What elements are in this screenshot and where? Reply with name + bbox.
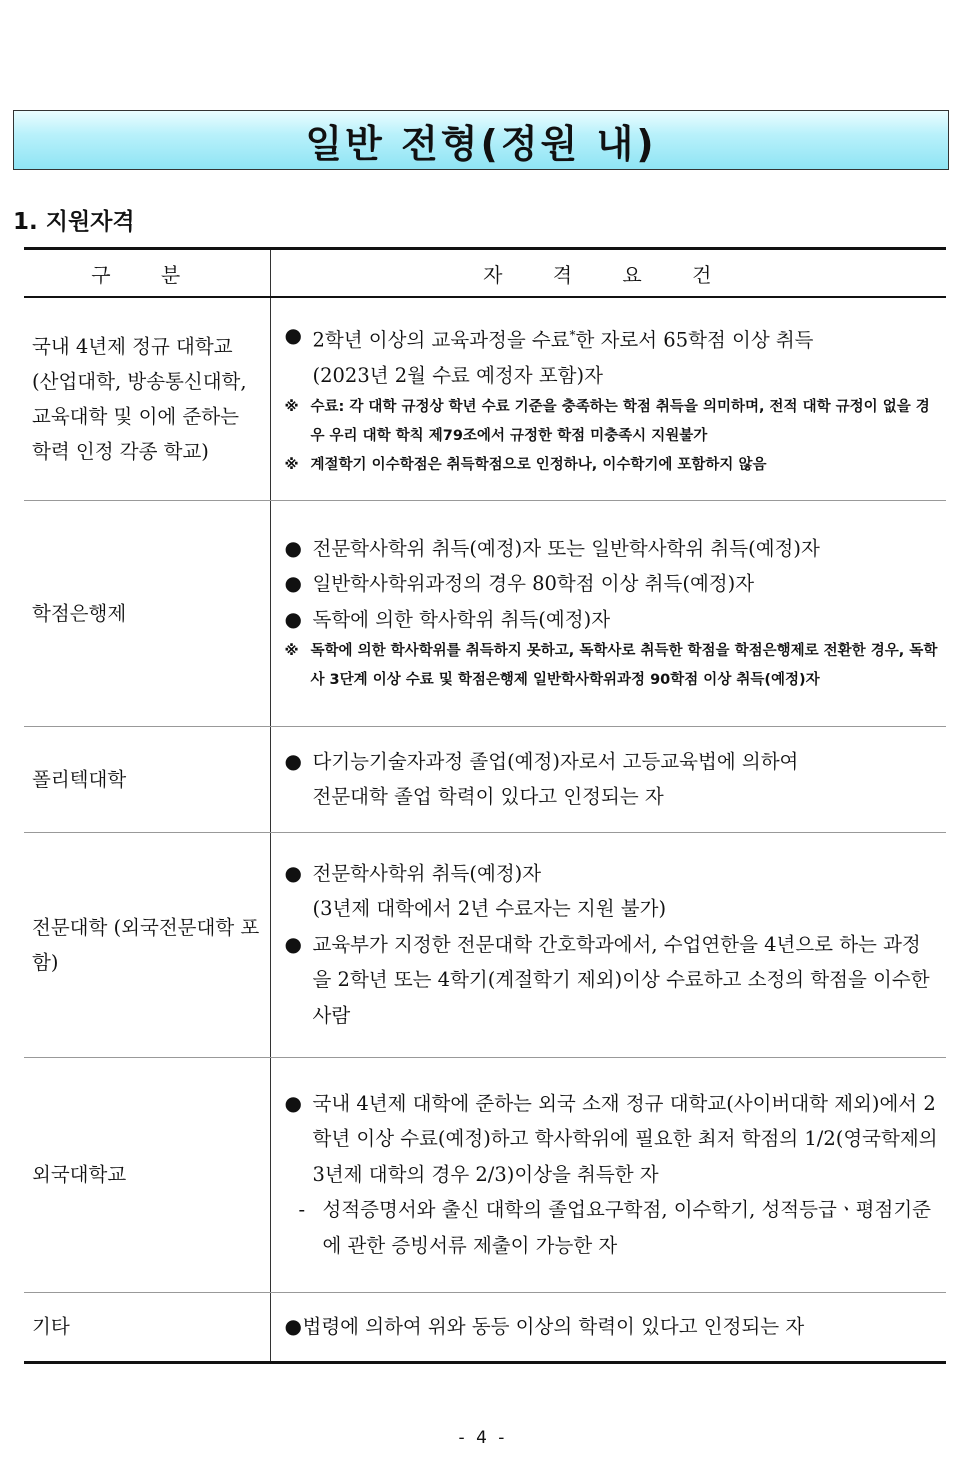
list-item: ● 다기능기술자과정 졸업(예정)자로서 고등교육법에 의하여 <box>285 744 939 780</box>
title-banner <box>13 110 949 170</box>
table-row <box>24 1292 946 1362</box>
bullet-marker: ● <box>284 748 302 773</box>
row-category: 학점은행제 <box>24 500 270 726</box>
row-category: 국내 4년제 정규 대학교 (산업대학, 방송통신대학, 교육대학 및 이에 준하는 학력 인정 각종 학교) <box>24 297 270 500</box>
dash-marker: - <box>298 1198 306 1222</box>
header-requirements: 자 격 요 건 <box>270 249 946 298</box>
note-marker: ※ <box>284 643 299 660</box>
row-category: 외국대학교 <box>24 1057 270 1292</box>
bullet-marker: ● <box>284 1090 302 1115</box>
list-item: ● 교육부가 지정한 전문대학 간호학과에서, 수업연한을 4년으로 하는 과정을 2학년 또는 4학기(계절학기 제외)이상 수료하고 소정의 학점을 이수한 사람 <box>285 927 939 1034</box>
bullet-marker: ● <box>284 860 302 885</box>
row-category: 폴리텍대학 <box>24 726 270 832</box>
list-item: ● 일반학사학위과정의 경우 80학점 이상 취득(예정)자 <box>285 566 939 602</box>
list-item: ● 국내 4년제 대학에 준하는 외국 소재 정규 대학교(사이버대학 제외)에서 2학년 이상 수료(예정)하고 학사학위에 필요한 최저 학점의 1/2(영국학제의 3년제 대학의 경우 2/3)이상을 취득한 자 <box>285 1086 939 1193</box>
bullet-marker: ● <box>284 322 302 347</box>
qualification-table <box>24 247 946 1364</box>
list-item: ● 법령에 의하여 위와 동등 이상의 학력이 있다고 인정되는 자 <box>285 1309 939 1345</box>
table-row <box>24 832 946 1057</box>
list-item: ● 독학에 의한 학사학위 취득(예정)자 <box>285 602 939 638</box>
note-item: ※ 계절학기 이수학점은 취득학점으로 인정하나, 이수학기에 포함하지 않음 <box>285 451 939 480</box>
list-item-continuation: (2023년 2월 수료 예정자 포함)자 <box>312 363 603 387</box>
table-row <box>24 726 946 832</box>
sub-item: - 성적증명서와 출신 대학의 졸업요구학점, 이수학기, 성적등급ㆍ평점기준에 관한 증빙서류 제출이 가능한 자 <box>285 1192 939 1263</box>
bullet-marker: ● <box>284 606 302 631</box>
page-number: - 4 - <box>458 1428 508 1448</box>
table-row <box>24 500 946 726</box>
row-requirements <box>270 500 946 726</box>
row-requirements <box>270 1057 946 1292</box>
list-item: ● 2학년 이상의 교육과정을 수료*한 자로서 65학점 이상 취득 <box>285 318 939 358</box>
row-requirements <box>270 726 946 832</box>
list-item-continuation: 전문대학 졸업 학력이 있다고 인정되는 자 <box>312 785 664 808</box>
row-requirements <box>270 297 946 500</box>
list-item: ● 전문학사학위 취득(예정)자 <box>285 856 939 892</box>
row-category: 전문대학 (외국전문대학 포함) <box>24 832 270 1057</box>
table-row <box>24 1057 946 1292</box>
bullet-marker: ● <box>284 571 302 596</box>
list-item: ● 전문학사학위 취득(예정)자 또는 일반학사학위 취득(예정)자 <box>285 531 939 567</box>
bullet-marker: ● <box>284 1313 302 1338</box>
note-item: ※ 수료: 각 대학 규정상 학년 수료 기준을 충족하는 학점 취득을 의미하며, 전적 대학 규정이 없을 경우 우리 대학 학칙 제79조에서 규정한 학점 미충족시 지원불가 <box>285 393 939 451</box>
row-requirements <box>270 1292 946 1362</box>
row-category: 기타 <box>24 1292 270 1362</box>
note-marker: ※ <box>284 457 299 473</box>
page-title: 일반 전형(정원 내) <box>305 121 657 166</box>
table-row <box>24 297 946 500</box>
list-item-continuation: (3년제 대학에서 2년 수료자는 지원 불가) <box>312 897 667 921</box>
note-marker: ※ <box>284 399 299 415</box>
header-category: 구 분 <box>24 249 270 298</box>
section-title: 1. 지원자격 <box>13 209 135 235</box>
table-header-row <box>24 249 946 298</box>
note-item: ※ 독학에 의한 학사학위를 취득하지 못하고, 독학사로 취득한 학점을 학점은행제로 전환한 경우, 독학사 3단계 이상 수료 및 학점은행제 일반학사학위과정 90학점 이상 취득(예정)자 <box>285 637 939 695</box>
bullet-marker: ● <box>284 535 302 560</box>
row-requirements <box>270 832 946 1057</box>
bullet-marker: ● <box>284 931 302 956</box>
